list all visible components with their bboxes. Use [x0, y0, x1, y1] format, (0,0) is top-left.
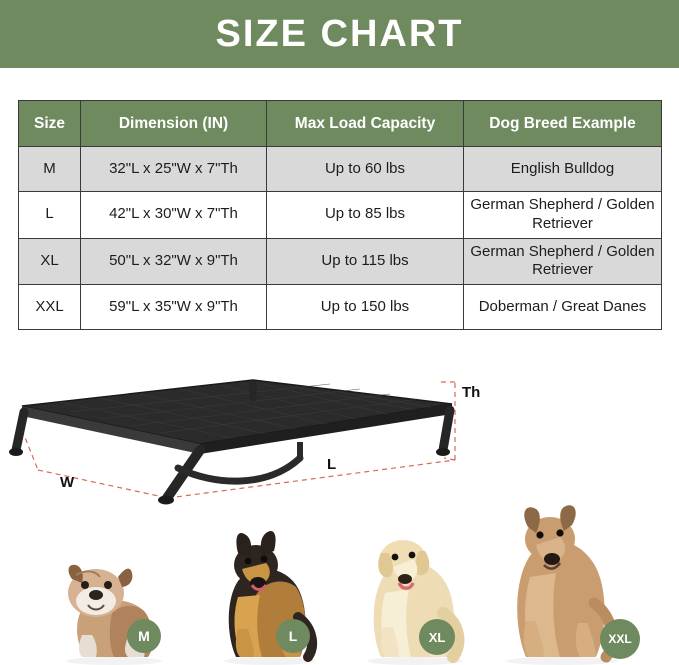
table-header: [19, 101, 662, 147]
cell-size: XXL: [19, 285, 81, 330]
page-header: [0, 0, 679, 68]
cell-dog-breed: German Shepherd / Golden Retriever: [464, 238, 662, 285]
cell-dimension: 42"L x 30"W x 7"Th: [81, 192, 267, 239]
dog-image-german-shepherd: [212, 525, 327, 665]
dimension-label-length: L: [327, 456, 337, 473]
elevated-dog-bed-illustration: [0, 338, 679, 513]
size-table-container: [18, 100, 661, 330]
dog-image-golden-retriever: [355, 517, 475, 665]
cell-dimension: 59"L x 35"W x 9"Th: [81, 285, 267, 330]
table-row: [19, 285, 662, 330]
table-row: [19, 147, 662, 192]
cell-size: L: [19, 192, 81, 239]
cell-max-load: Up to 85 lbs: [267, 192, 464, 239]
table-body: [19, 147, 662, 330]
dog-size-badge-xxl: XXL: [600, 619, 640, 659]
dog-breed-illustrations: [0, 497, 679, 665]
size-table: [18, 100, 662, 330]
cell-max-load: Up to 150 lbs: [267, 285, 464, 330]
column-header-size: Size: [19, 101, 81, 147]
dog-size-badge-xl: XL: [419, 619, 455, 655]
product-diagram: [0, 338, 679, 513]
table-row: [19, 238, 662, 285]
dimension-label-height: Th: [462, 384, 481, 401]
dog-image-english-bulldog: [52, 549, 177, 665]
column-header-max-load: Max Load Capacity: [267, 101, 464, 147]
table-row: [19, 192, 662, 239]
cell-dog-breed: Doberman / Great Danes: [464, 285, 662, 330]
cell-dog-breed: German Shepherd / Golden Retriever: [464, 192, 662, 239]
cell-max-load: Up to 60 lbs: [267, 147, 464, 192]
cell-max-load: Up to 115 lbs: [267, 238, 464, 285]
cell-dimension: 50"L x 32"W x 9"Th: [81, 238, 267, 285]
cell-dimension: 32"L x 25"W x 7"Th: [81, 147, 267, 192]
column-header-dimension: Dimension (IN): [81, 101, 267, 147]
dog-size-badge-l: L: [276, 619, 310, 653]
page-title: SIZE CHART: [215, 12, 464, 55]
cell-size: M: [19, 147, 81, 192]
cell-size: XL: [19, 238, 81, 285]
column-header-dog-breed: Dog Breed Example: [464, 101, 662, 147]
table-header-row: [19, 101, 662, 147]
dimension-label-width: W: [60, 474, 75, 491]
dog-size-badge-m: M: [127, 619, 161, 653]
cell-dog-breed: English Bulldog: [464, 147, 662, 192]
